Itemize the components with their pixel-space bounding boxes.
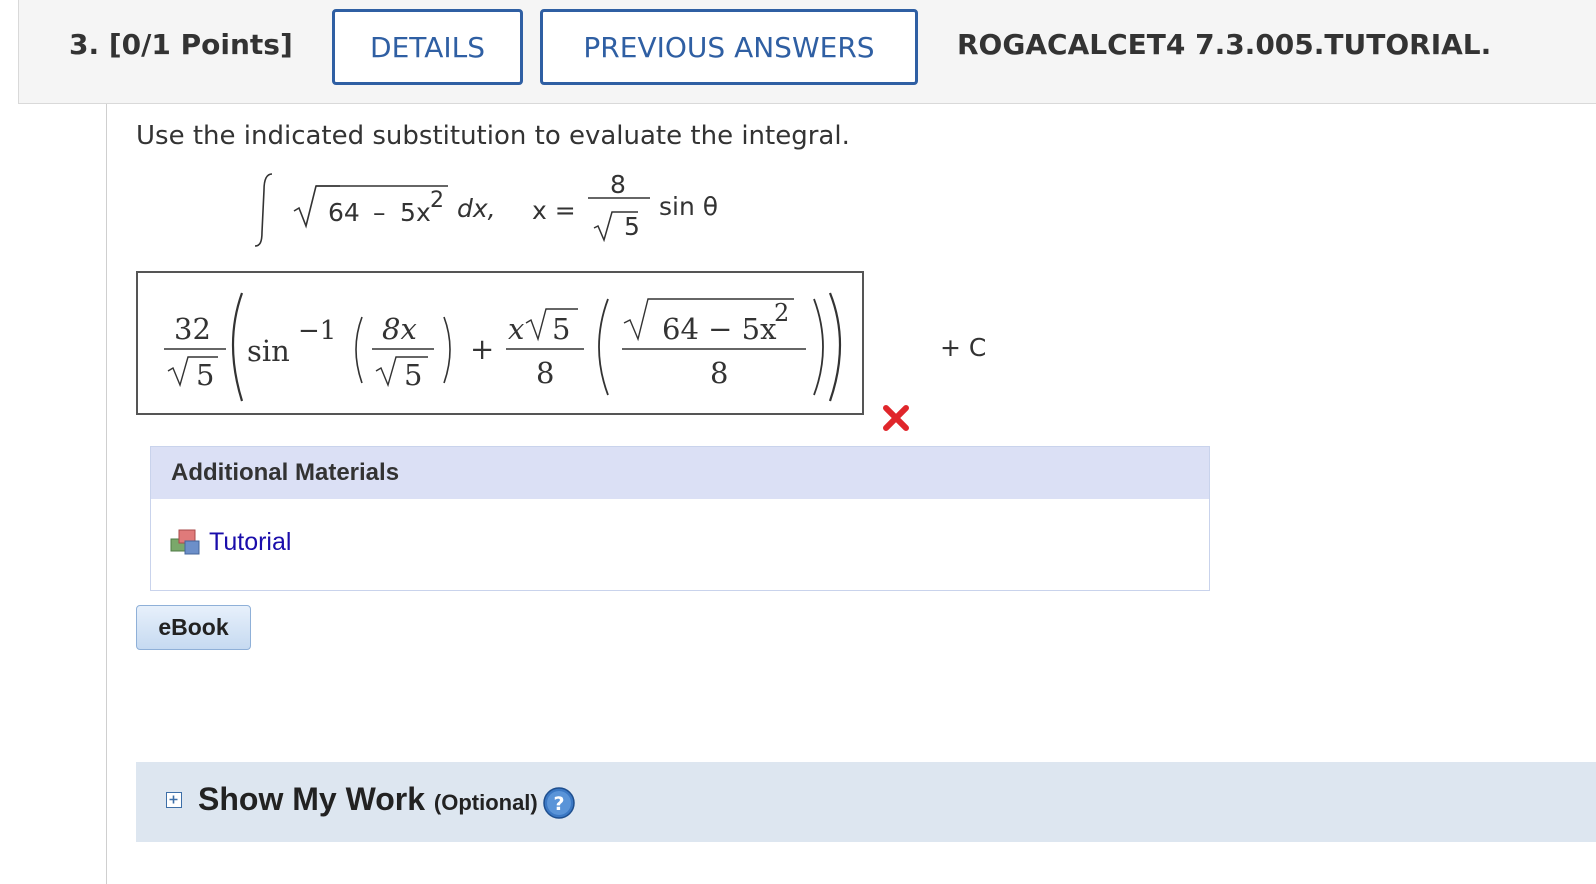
answer-coefficient-denominator: 5: [196, 358, 215, 392]
answer-argument-denominator: 5: [404, 358, 423, 392]
answer-term3-exponent: 2: [774, 299, 790, 327]
integrand-variable: x: [416, 198, 431, 227]
assignment-id: ROGACALCET4 7.3.005.TUTORIAL.: [957, 28, 1492, 61]
answer-function: sin: [247, 334, 290, 368]
previous-answers-button[interactable]: PREVIOUS ANSWERS: [540, 9, 918, 85]
answer-term2-denominator: 8: [536, 356, 555, 390]
left-divider: [106, 104, 107, 884]
substitution-denominator: 5: [624, 212, 640, 241]
question-number-and-points: [69, 28, 293, 61]
question-header: [18, 0, 1596, 104]
integrand-exponent: 2: [430, 188, 444, 213]
integrand-constant: 64: [328, 198, 360, 227]
answer-term3-radicand: 64 − 5x: [662, 312, 777, 346]
differential: dx,: [457, 194, 496, 223]
answer-argument-numerator: 8x: [382, 312, 417, 346]
substitution-fraction-bar-and-radical: [588, 196, 650, 242]
answer-plus: +: [470, 332, 495, 366]
additional-materials-panel: [150, 446, 1210, 591]
plus-constant: + C: [940, 333, 987, 362]
integrand-minus: –: [373, 198, 386, 227]
show-my-work-title[interactable]: [198, 781, 538, 818]
details-button[interactable]: DETAILS: [332, 9, 523, 85]
substitution-lhs: x =: [532, 196, 576, 225]
answer-input[interactable]: [136, 271, 864, 415]
svg-text:?: ?: [553, 793, 565, 815]
additional-materials-title: Additional Materials: [151, 447, 1209, 499]
answer-coefficient-numerator: 32: [174, 312, 211, 346]
answer-math-rendering: [138, 273, 862, 413]
radical-overline: [316, 183, 448, 189]
show-my-work-optional: (Optional): [433, 790, 538, 815]
question-mark-icon[interactable]: [542, 786, 576, 820]
question-points: [0/1 Points]: [108, 28, 293, 61]
tutorial-link[interactable]: Tutorial: [209, 527, 292, 556]
ebook-button[interactable]: eBook: [136, 605, 251, 650]
red-x-icon: [880, 402, 912, 434]
integral-sign-and-radical: [250, 168, 340, 252]
answer-function-exponent: −1: [298, 316, 337, 346]
answer-term2-numerator-radicand: 5: [552, 312, 571, 346]
answer-term2-numerator-x: x: [508, 312, 525, 346]
substitution-trig: sin θ: [659, 192, 719, 221]
substitution-numerator: 8: [610, 170, 626, 199]
question-prompt: Use the indicated substitution to evaluate the integral.: [136, 121, 850, 151]
tutorial-blocks-icon: [169, 527, 203, 557]
integrand-coefficient: 5: [400, 198, 416, 227]
tutorial-row[interactable]: [169, 527, 291, 557]
question-number: 3.: [69, 28, 100, 61]
show-my-work-label: Show My Work: [198, 781, 425, 817]
show-my-work-panel[interactable]: [136, 762, 1596, 842]
answer-term3-denominator: 8: [710, 356, 729, 390]
plus-box-icon[interactable]: [166, 792, 182, 808]
